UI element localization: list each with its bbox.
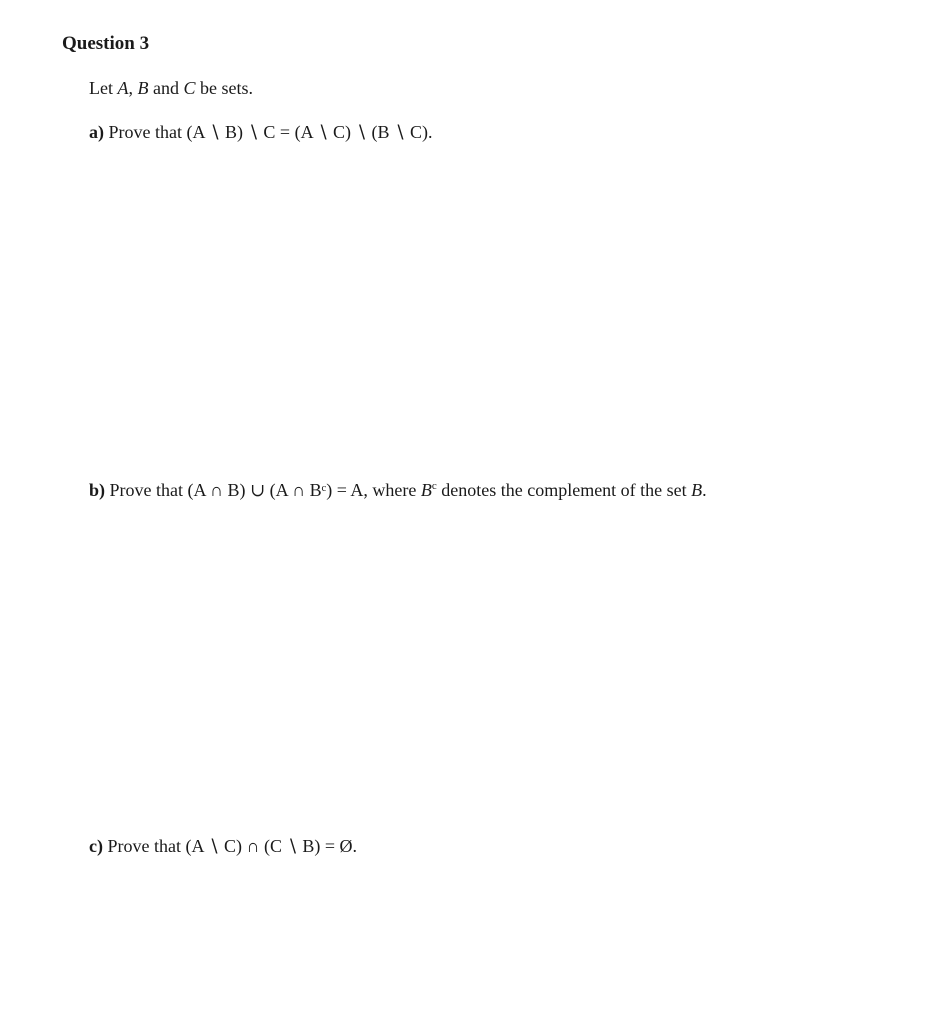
part-c: [89, 836, 357, 857]
intro-and: and: [153, 78, 179, 98]
intro-suffix: be sets.: [200, 78, 254, 98]
part-b-end-var: B: [691, 480, 703, 500]
part-a-answer-space: [62, 160, 882, 460]
part-a: [89, 122, 432, 143]
part-a-label: a): [89, 122, 104, 142]
part-a-expression: (A ∖ B) ∖ C = (A ∖ C) ∖ (B ∖ C).: [186, 122, 433, 142]
part-c-expression: (A ∖ C) ∩ (C ∖ B) = Ø.: [185, 836, 358, 856]
part-a-text: Prove that: [108, 122, 182, 142]
part-c-text: Prove that: [107, 836, 181, 856]
question-title: Question 3: [62, 33, 150, 54]
set-c-symbol: C: [183, 78, 196, 98]
part-b-label: b): [89, 480, 106, 500]
part-b-end: .: [702, 480, 707, 500]
set-b-symbol: B: [137, 78, 149, 98]
part-c-label: c): [89, 836, 103, 856]
part-b-tail-rest: denotes the complement of the set: [441, 480, 687, 500]
intro-prefix: Let: [89, 78, 113, 98]
set-a-symbol: A: [117, 78, 129, 98]
part-b: [89, 480, 707, 501]
intro-comma: ,: [128, 78, 133, 98]
question-intro: [89, 78, 253, 99]
part-b-complement-var: B: [420, 480, 432, 500]
part-c-answer-space: [62, 876, 882, 1006]
part-b-complement-sup: c: [431, 480, 437, 492]
part-b-where: where: [372, 480, 417, 500]
part-b-expression: (A ∩ B) ∪ (A ∩ Bᶜ) = A,: [187, 480, 368, 500]
part-b-text: Prove that: [109, 480, 184, 500]
part-b-answer-space: [62, 520, 882, 820]
